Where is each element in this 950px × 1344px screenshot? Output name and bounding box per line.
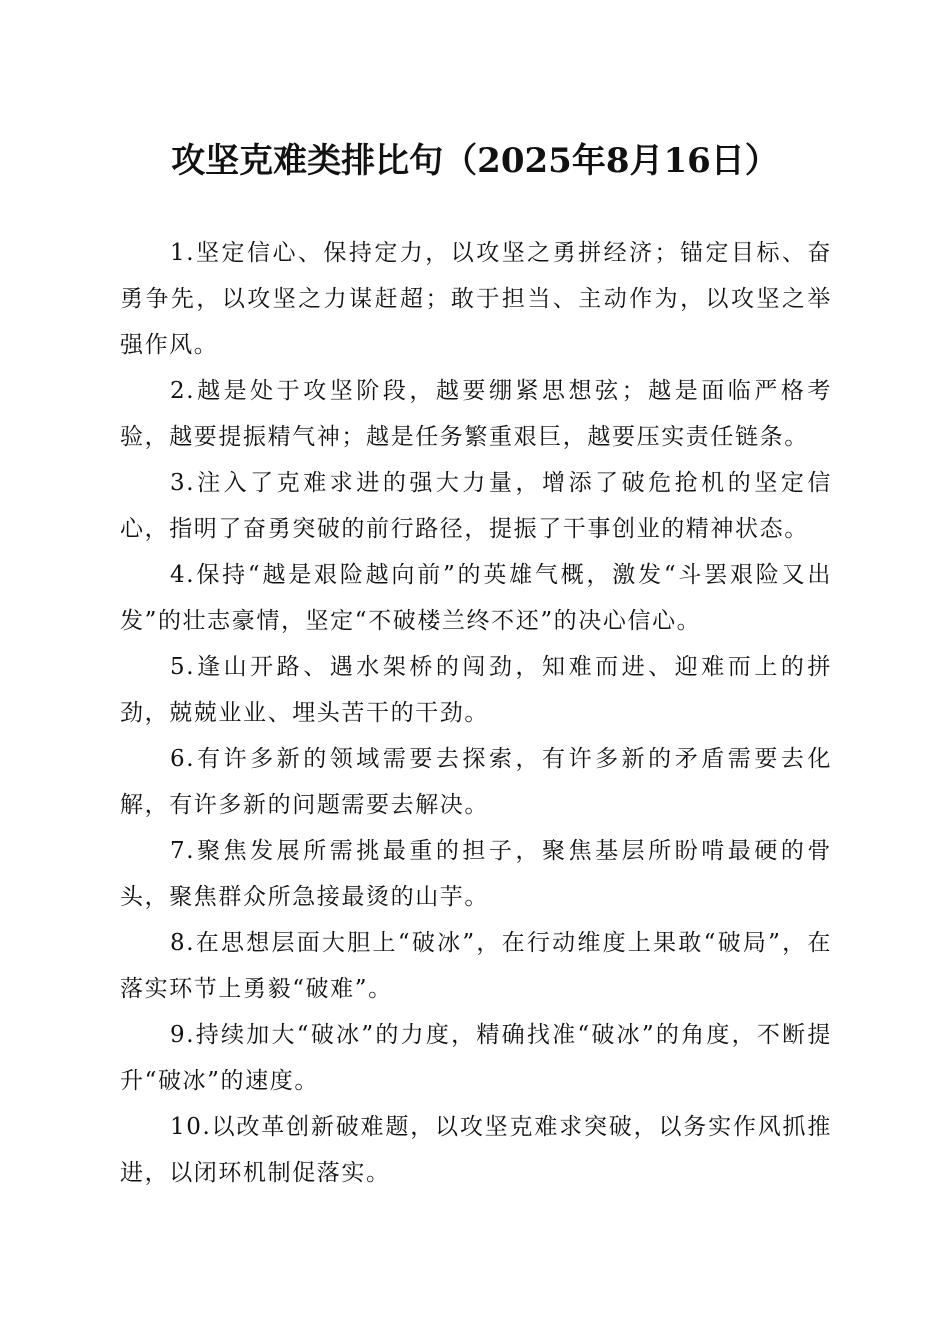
paragraph-8: 8.在思想层面大胆上“破冰”，在行动维度上果敢“破局”，在落实环节上勇毅“破难”。 — [120, 930, 832, 1002]
paragraph-9: 9.持续加大“破冰”的力度，精确找准“破冰”的角度，不断提升“破冰”的速度。 — [120, 1022, 832, 1094]
paragraph-2: 2.越是处于攻坚阶段，越要绷紧思想弦；越是面临严格考验，越要提振精气神；越是任务繁重艰巨，越要压实责任链条。 — [120, 378, 832, 450]
paragraph-7: 7.聚焦发展所需挑最重的担子，聚焦基层所盼啃最硬的骨头，聚焦群众所急接最烫的山芋。 — [120, 838, 832, 910]
paragraph-6: 6.有许多新的领域需要去探索，有许多新的矛盾需要去化解，有许多新的问题需要去解决。 — [120, 746, 832, 818]
paragraph-5: 5.逢山开路、遇水架桥的闯劲，知难而进、迎难而上的拼劲，兢兢业业、埋头苦干的干劲。 — [120, 654, 832, 726]
paragraph-3: 3.注入了克难求进的强大力量，增添了破危抢机的坚定信心，指明了奋勇突破的前行路径，提振了干事创业的精神状态。 — [120, 470, 832, 542]
paragraph-1: 1.坚定信心、保持定力，以攻坚之勇拼经济；锚定目标、奋勇争先，以攻坚之力谋赶超；敢于担当、主动作为，以攻坚之举强作风。 — [120, 240, 832, 358]
document-title: 攻坚克难类排比句（2025年8月16日） — [171, 141, 779, 181]
paragraph-4: 4.保持“越是艰险越向前”的英雄气概，激发“斗罢艰险又出发”的壮志豪情，坚定“不破楼兰终不还”的决心信心。 — [120, 562, 832, 634]
paragraph-10: 10.以改革创新破难题，以攻坚克难求突破，以务实作风抓推进，以闭环机制促落实。 — [120, 1114, 832, 1186]
document-body — [120, 230, 832, 1196]
